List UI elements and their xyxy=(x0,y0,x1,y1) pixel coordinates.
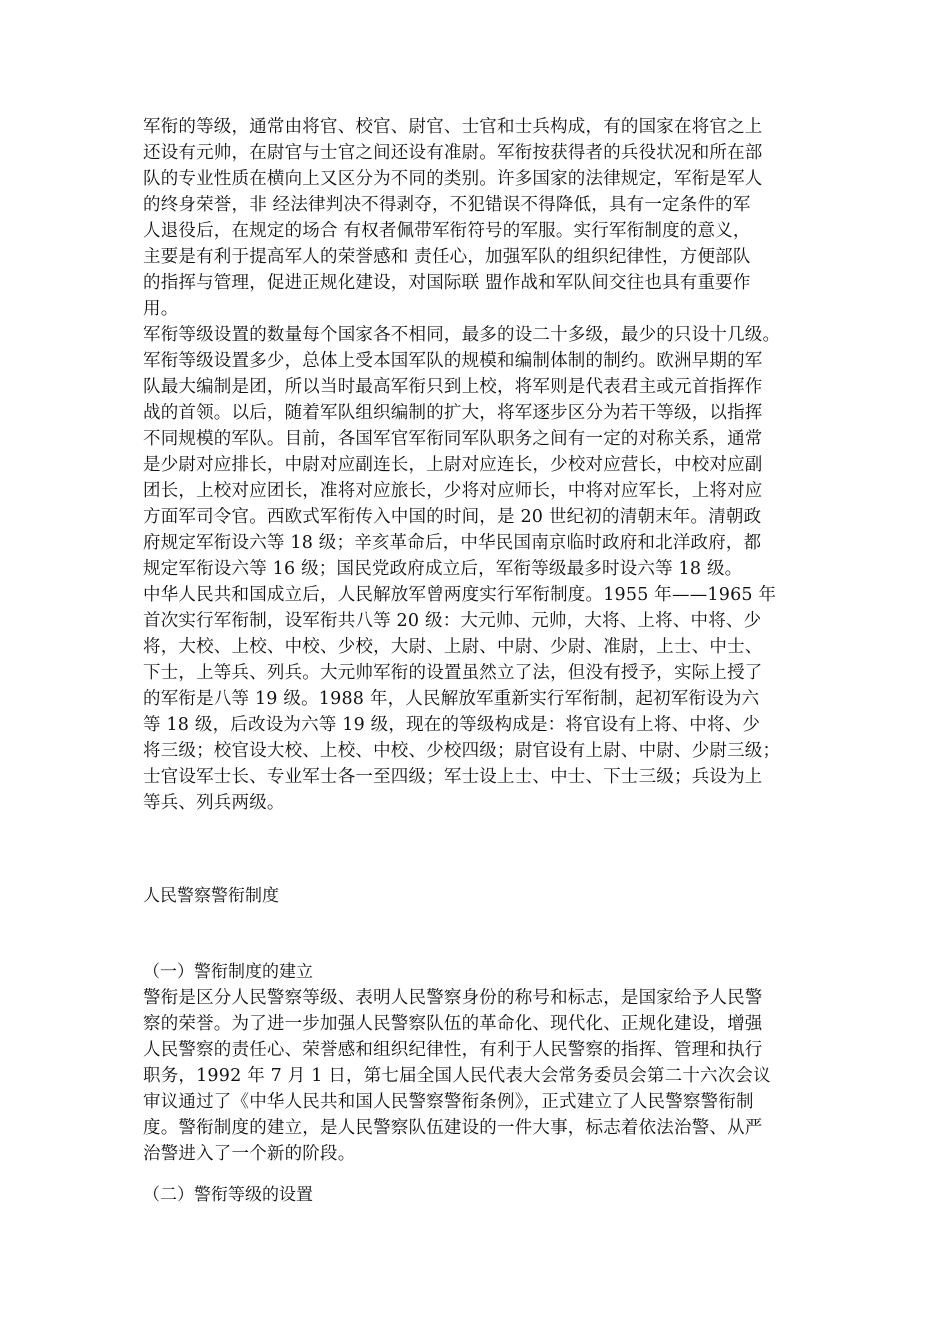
text-line: 军衔的等级，通常由将官、校官、尉官、士官和士兵构成，有的国家在将官之上 xyxy=(143,117,763,137)
text-line: 的终身荣誉，非 经法律判决不得剥夺，不犯错误不得降低，具有一定条件的军 xyxy=(143,195,751,215)
section-title: 人民警察警衔制度 xyxy=(143,886,279,906)
text-line: 士官设军士长、专业军士各一至四级；军士设上士、中士、下士三级；兵设为上 xyxy=(143,767,763,787)
text-line: 规定军衔设六等 16 级；国民党政府成立后，军衔等级最多时设六等 18 级。 xyxy=(143,559,743,579)
text-line: 方面军司令官。西欧式军衔传入中国的时间，是 20 世纪初的清朝末年。清朝政 xyxy=(143,507,762,527)
text-line: 将，大校、上校、中校、少校，大尉、上尉、中尉、少尉、准尉，上士、中士、 xyxy=(143,637,763,657)
text-line: 军衔等级设置多少，总体上受本国军队的规模和编制体制的制约。欧洲早期的军 xyxy=(143,351,763,371)
text-line: 是少尉对应排长，中尉对应副连长，上尉对应连长，少校对应营长，中校对应副 xyxy=(143,455,763,475)
text-line: 下士，上等兵、列兵。大元帅军衔的设置虽然立了法，但没有授予，实际上授了 xyxy=(143,663,763,683)
paragraph-rank-count xyxy=(143,322,813,582)
text-line: 等兵、列兵两级。 xyxy=(143,793,285,813)
paragraph-police-rank-establishment xyxy=(143,985,813,1167)
paragraph-pla-rank-history xyxy=(143,582,813,816)
text-line: 人民警察的责任心、荣誉感和组织纪律性，有利于人民警察的指挥、管理和执行 xyxy=(143,1040,763,1060)
text-line: 度。警衔制度的建立，是人民警察队伍建设的一件大事，标志着依法治警、从严 xyxy=(143,1118,763,1138)
text-line: 队最大编制是团，所以当时最高军衔只到上校，将军则是代表君主或元首指挥作 xyxy=(143,377,763,397)
text-line: 察的荣誉。为了进一步加强人民警察队伍的革命化、现代化、正规化建设，增强 xyxy=(143,1014,763,1034)
text-line: 队的专业性质在横向上又区分为不同的类别。许多国家的法律规定，军衔是军人 xyxy=(143,169,763,189)
subsection-title-establishment: （一）警衔制度的建立 xyxy=(143,962,313,982)
text-line: 不同规模的军队。目前，各国军官军衔同军队职务之间有一定的对称关系，通常 xyxy=(143,429,763,449)
text-line: 战的首领。以后，随着军队组织编制的扩大，将军逐步区分为若干等级，以指挥 xyxy=(143,403,763,423)
text-line: 将三级；校官设大校、上校、中校、少校四级；尉官设有上尉、中尉、少尉三级； xyxy=(143,741,781,761)
text-line: 警衔是区分人民警察等级、表明人民警察身份的称号和标志，是国家给予人民警 xyxy=(143,988,763,1008)
text-line: 的指挥与管理，促进正规化建设，对国际联 盟作战和军队间交往也具有重要作 xyxy=(143,273,751,293)
text-line: 军衔等级设置的数量每个国家各不相同，最多的设二十多级，最少的只设十几级。 xyxy=(143,325,781,345)
text-line: 还设有元帅，在尉官与士官之间还设有准尉。军衔按获得者的兵役状况和所在部 xyxy=(143,143,763,163)
subsection-title-rank-levels: （二）警衔等级的设置 xyxy=(143,1185,313,1205)
text-line: 用。 xyxy=(143,299,179,319)
text-line: 治警进入了一个新的阶段。 xyxy=(143,1144,356,1164)
text-line: 人退役后，在规定的场合 有权者佩带军衔符号的军服。实行军衔制度的意义， xyxy=(143,221,751,241)
text-line: 首次实行军衔制，设军衔共八等 20 级：大元帅、元帅，大将、上将、中将、少 xyxy=(143,611,762,631)
text-line: 等 18 级，后改设为六等 19 级，现在的等级构成是：将官设有上将、中将、少 xyxy=(143,715,761,735)
text-line: 团长，上校对应团长，准将对应旅长，少将对应师长，中将对应军长，上将对应 xyxy=(143,481,763,501)
text-line: 主要是有利于提高军人的荣誉感和 责任心，加强军队的组织纪律性，方便部队 xyxy=(143,247,751,267)
paragraph-military-rank-levels xyxy=(143,114,813,322)
text-line: 的军衔是八等 19 级。1988 年，人民解放军重新实行军衔制，起初军衔设为六 xyxy=(143,689,760,709)
text-line: 审议通过了《中华人民共和国人民警察警衔条例》，正式建立了人民警察警衔制 xyxy=(143,1092,754,1112)
text-line: 职务，1992 年 7 月 1 日，第七届全国人民代表大会常务委员会第二十六次会议 xyxy=(143,1066,771,1086)
text-line: 府规定军衔设六等 18 级；辛亥革命后，中华民国南京临时政府和北洋政府，都 xyxy=(143,533,762,553)
text-line: 中华人民共和国成立后，人民解放军曾两度实行军衔制度。1955 年——1965 年 xyxy=(143,585,777,605)
